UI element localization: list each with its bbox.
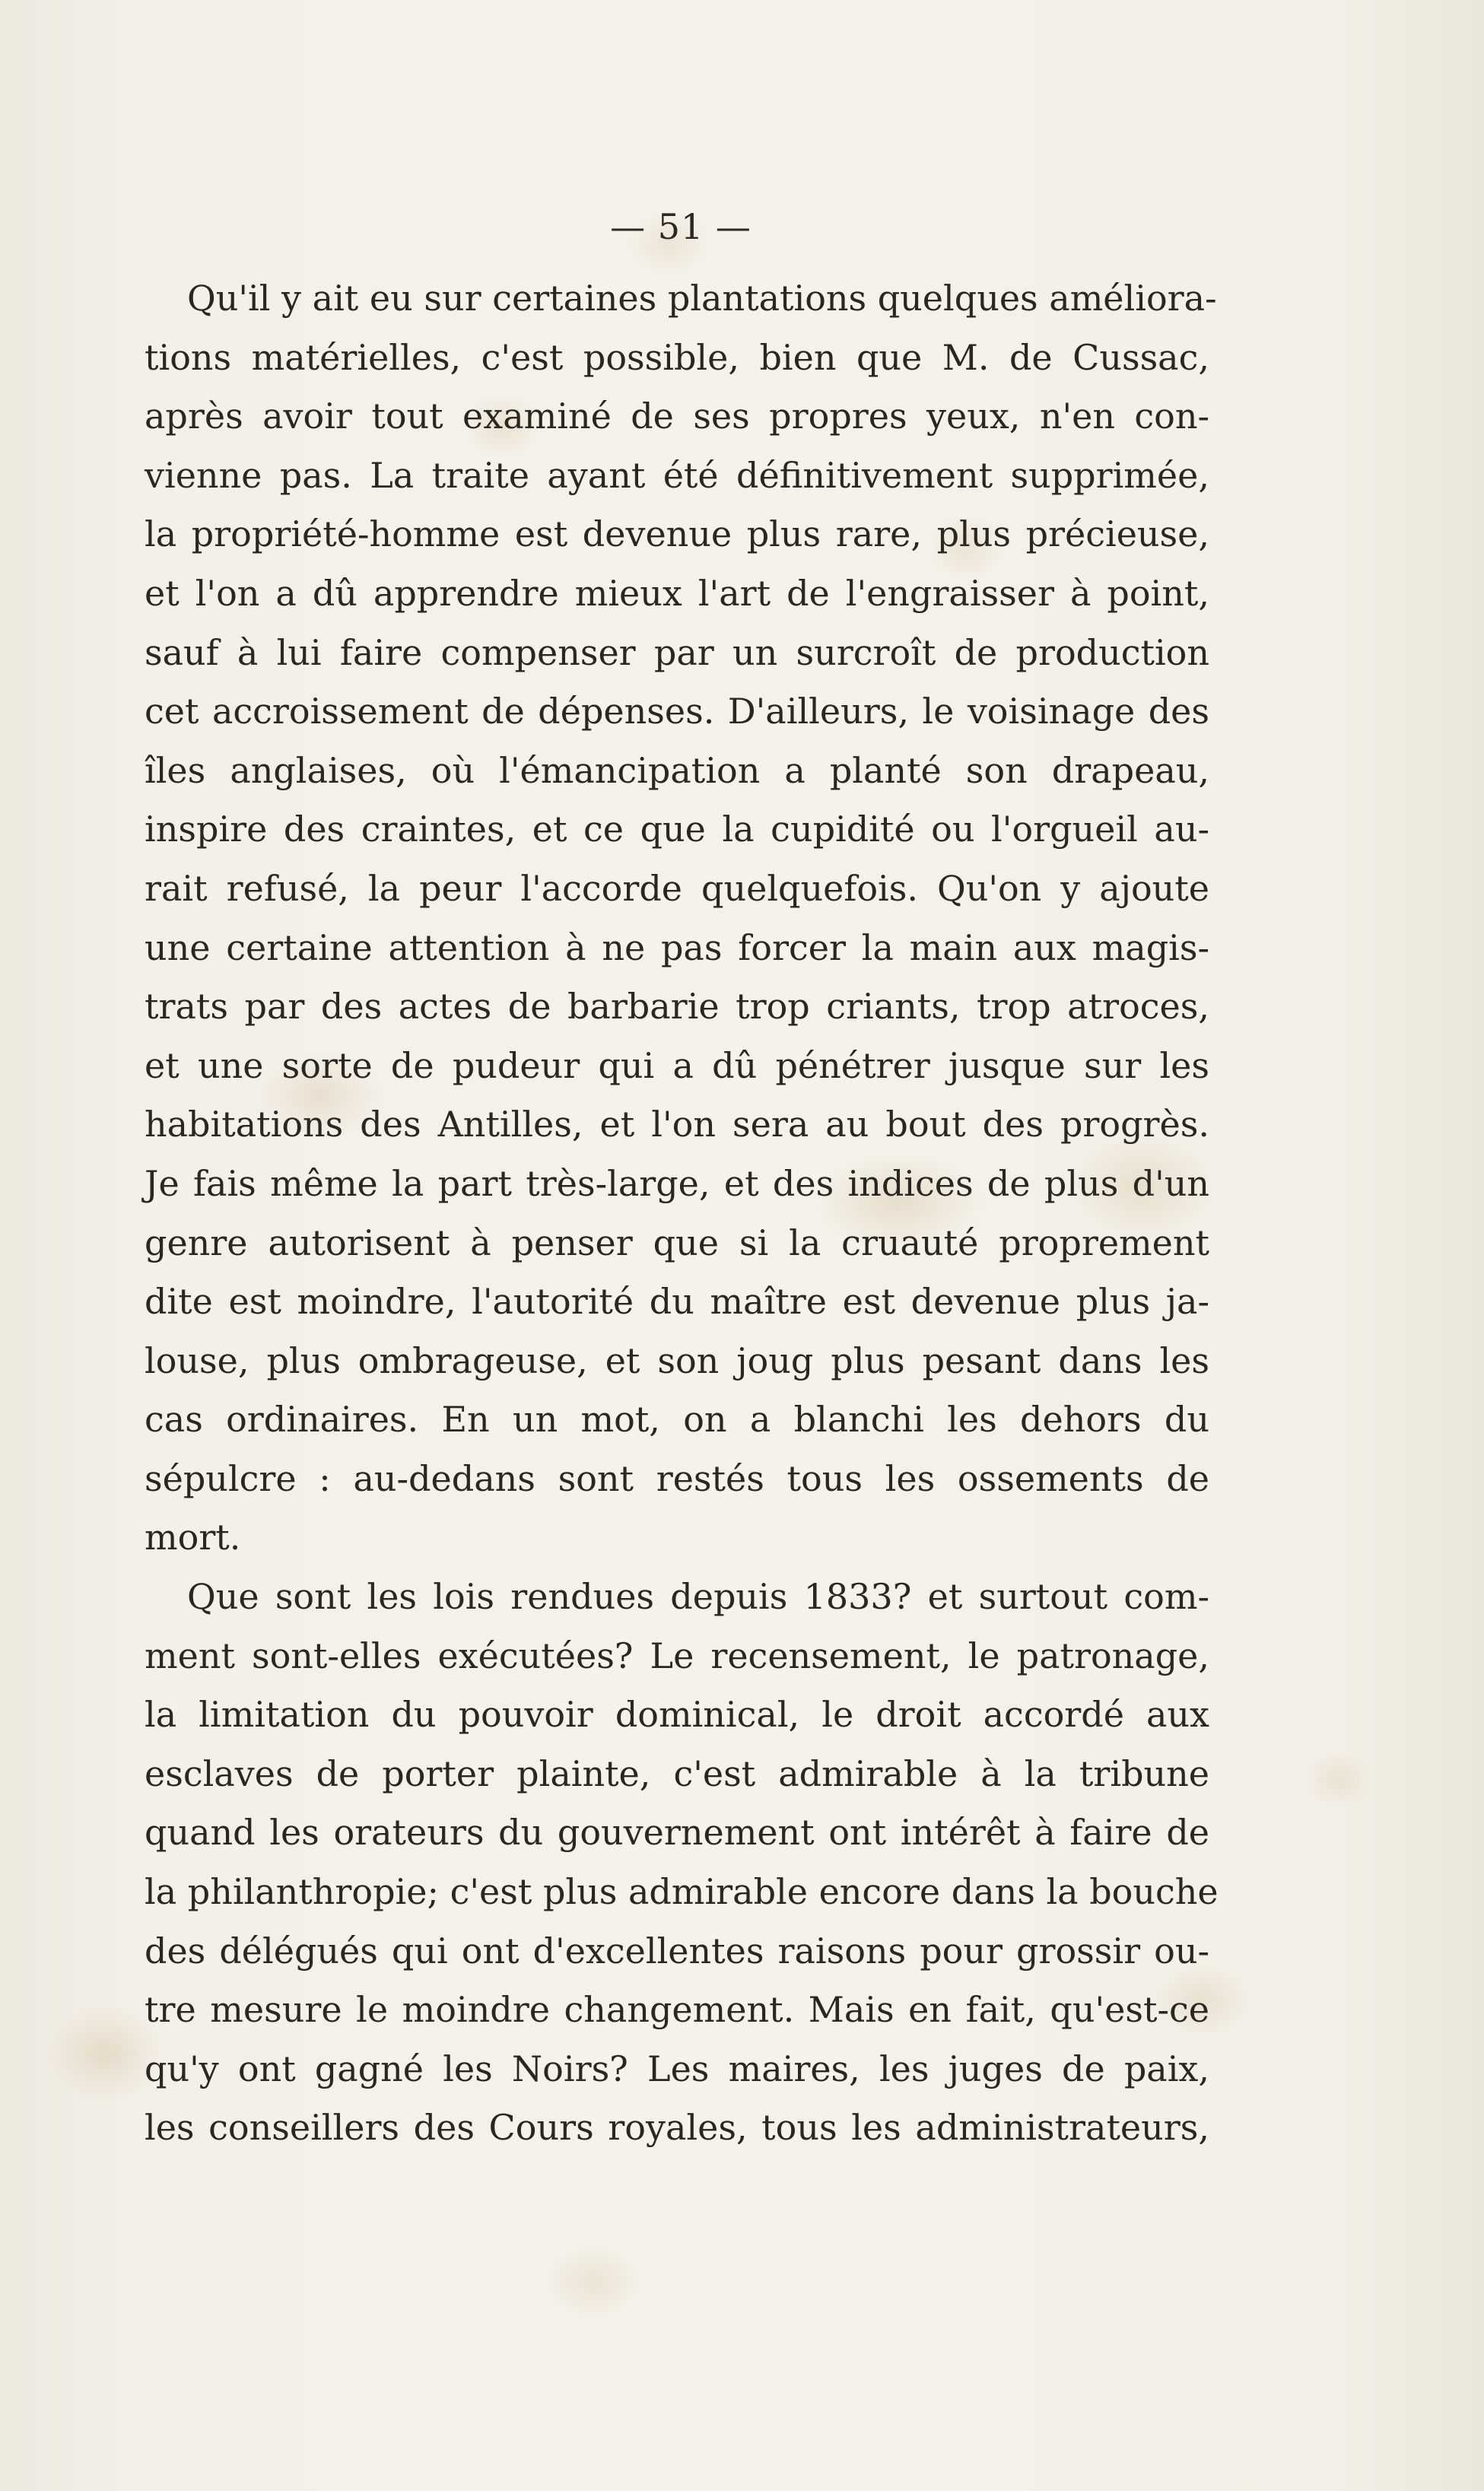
text-line: inspire des craintes, et ce que la cupidité ou l'orgueil au- — [145, 809, 1209, 850]
text-line: la propriété-homme est devenue plus rare, plus précieuse, — [145, 513, 1209, 555]
text-line: qu'y ont gagné les Noirs? Les maires, les juges de paix, — [145, 2048, 1209, 2089]
text-line: cas ordinaires. En un mot, on a blanchi les dehors du — [145, 1399, 1209, 1441]
text-line: esclaves de porter plainte, c'est admirable à la tribune — [145, 1752, 1209, 1794]
text-line: des délégués qui ont d'excellentes raisons pour grossir ou- — [145, 1930, 1209, 1972]
text-line: les conseillers des Cours royales, tous les administrateurs, — [145, 2107, 1209, 2149]
text-line: Je fais même la part très-large, et des indices de plus d'un — [145, 1162, 1209, 1204]
text-line: une certaine attention à ne pas forcer la main aux magis- — [145, 926, 1209, 968]
text-line: sauf à lui faire compenser par un surcroît de production — [145, 631, 1209, 673]
text-line: la philanthropie; c'est plus admirable encore dans la bouche — [145, 1871, 1219, 1913]
text-line: Qu'il y ait eu sur certaines plantations quelques améliora- — [187, 278, 1217, 319]
text-line: quand les orateurs du gouvernement ont intérêt à faire de — [145, 1812, 1209, 1854]
text-line: îles anglaises, où l'émancipation a planté son drapeau, — [145, 749, 1209, 791]
text-line: vienne pas. La traite ayant été définitivement supprimée, — [145, 454, 1209, 496]
text-line: tions matérielles, c'est possible, bien que M. de Cussac, — [145, 336, 1209, 378]
text-line: après avoir tout examiné de ses propres yeux, n'en con- — [145, 396, 1209, 437]
text-line: genre autorisent à penser que si la cruauté proprement — [145, 1222, 1209, 1263]
text-line: Que sont les lois rendues depuis 1833? et surtout com- — [187, 1576, 1209, 1618]
text-line: tre mesure le moindre changement. Mais en fait, qu'est-ce — [145, 1989, 1209, 2031]
text-line: mort. — [145, 1517, 241, 1558]
text-line: ment sont-elles exécutées? Le recensement, le patronage, — [145, 1635, 1209, 1676]
page-number: — 51 — — [610, 206, 752, 247]
body-text — [145, 269, 1219, 2158]
text-line: rait refusé, la peur l'accorde quelquefois. Qu'on y ajoute — [145, 867, 1209, 909]
text-line: la limitation du pouvoir dominical, le droit accordé aux — [145, 1694, 1209, 1736]
text-line: dite est moindre, l'autorité du maître est devenue plus ja- — [145, 1281, 1209, 1323]
text-line: et l'on a dû apprendre mieux l'art de l'engraisser à point, — [145, 572, 1209, 614]
text-line: louse, plus ombrageuse, et son joug plus pesant dans les — [145, 1339, 1209, 1381]
text-line: trats par des actes de barbarie trop criants, trop atroces, — [145, 986, 1209, 1028]
text-line: sépulcre : au-dedans sont restés tous les ossements de — [145, 1457, 1209, 1499]
text-line: cet accroissement de dépenses. D'ailleurs, le voisinage des — [145, 691, 1209, 732]
text-line: habitations des Antilles, et l'on sera au bout des progrès. — [145, 1104, 1209, 1145]
text-line: et une sorte de pudeur qui a dû pénétrer jusque sur les — [145, 1044, 1209, 1086]
